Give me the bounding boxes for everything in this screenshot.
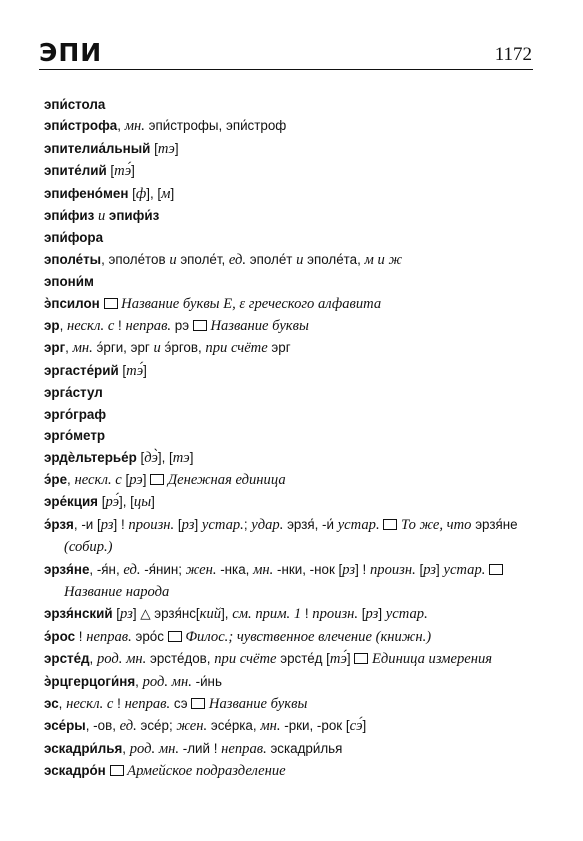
italic-note: м [161,185,171,202]
entry-headword: эргасте́рий [44,362,119,378]
dictionary-entry [44,160,540,182]
entry-text: , -и [ [73,516,101,532]
entry-text: ] [194,516,202,532]
entry-text: эполе́та, [303,251,365,267]
entry-headword: э́рзя [44,516,74,532]
entry-text: ], [ [119,494,134,510]
entry-text: -нки, -нок [ [273,561,343,577]
entry-text: ] △ эрзя́нс[ [132,606,200,622]
dictionary-entry [44,760,540,782]
entry-text: -я́нин; [140,561,186,577]
dictionary-entry [44,227,540,248]
italic-note: рэ́ [105,494,120,511]
dictionary-entry [44,115,540,137]
dictionary-entry [44,382,540,403]
dictionary-entry [44,738,540,760]
entry-text: [ [121,471,130,487]
entry-text: ] [189,449,194,465]
entry-headword: эрго́метр [44,428,106,444]
entry-text: ; [243,516,252,532]
entry-text: эполе́т, [176,251,229,267]
definition-box-icon [110,765,124,776]
dictionary-entry [44,249,540,271]
entry-headword: эпифено́мен [44,185,129,201]
italic-note: Филос.; чувственное влечение (книжн.) [181,628,432,645]
definition-box-icon [191,698,205,709]
italic-note: м и ж [364,251,403,268]
entry-headword: эрдѐльтерье́р [44,449,137,465]
dictionary-entry [44,183,540,205]
entry-headword: эрга́стул [44,385,103,401]
dictionary-entry [44,715,540,737]
header-rule [39,69,533,70]
italic-note: Армейское подразделение [123,763,286,780]
entry-text: [ [358,606,366,622]
italic-note: род. мн. [96,651,147,668]
dictionary-entry [44,626,540,648]
italic-note: тэ́ [329,651,347,668]
entry-headword: эпифи́з [108,208,160,224]
dictionary-entry [44,491,540,513]
entry-text: -рки, -рок [ [280,718,350,734]
entry-headword: эре́кция [44,494,99,510]
italic-note: и [94,208,109,225]
definition-box-icon [150,474,164,485]
entry-headword: эпи́физ [44,208,95,224]
italic-note: Денежная единица [164,471,286,488]
dictionary-entry [44,559,540,604]
italic-note: дэ̀ [144,449,158,466]
dictionary-entry [44,514,540,559]
italic-note: и [153,340,161,357]
italic-note: устар. [201,516,244,533]
dictionary-entry [44,425,540,446]
entry-headword: э́рос [44,628,76,644]
italic-note: неправ. [124,695,171,712]
entry-text: э́рги, эрг [92,340,154,356]
entry-text: [ [112,606,121,622]
dictionary-entry [44,315,540,337]
entry-text: эро́с [131,628,168,644]
italic-note: тэ [157,140,175,157]
entry-headword: э́ре [44,471,68,487]
dictionary-entry [44,94,540,115]
italic-note: Название буквы Е, ε греческого алфавита [117,295,382,312]
italic-note: нескл. с [66,695,114,712]
definition-box-icon [168,631,182,642]
italic-note: неправ. [86,628,132,645]
entry-text: ] [436,561,444,577]
dictionary-entry [44,138,540,160]
entry-text: [ [98,494,106,510]
italic-note: и [169,251,177,268]
entry-text: эрзя́не [471,516,518,532]
dictionary-entry [44,469,540,491]
entry-headword: э̀рцгерцоги́ня [44,673,136,689]
entry-text: [ [150,140,158,156]
entry-text: ! [301,606,313,622]
entry-text: -и́нь [191,673,222,689]
dictionary-entry [44,271,540,292]
italic-note: ед. [228,251,247,268]
italic-note: мн. [260,718,281,735]
italic-note: рз [100,516,114,533]
entry-text: э́ргов, [160,340,206,356]
entry-text: , [65,340,73,356]
entry-text: [ [106,163,115,179]
entry-text: ] [142,471,151,487]
entry-text: ] [362,718,367,734]
entry-headword: эполе́ты [44,251,102,267]
italic-note: устар. [443,561,486,578]
italic-note: рз [423,561,437,578]
italic-note: устар. [385,606,428,623]
entry-text: -лий ! [179,740,222,756]
definition-box-icon [489,564,503,575]
dictionary-entry [44,337,540,359]
entry-text: [ [118,362,127,378]
italic-note: при счёте [205,340,268,357]
dictionary-entry [44,205,540,227]
entry-headword: эпони́м [44,274,94,290]
entry-headword: эпи́стола [44,97,106,112]
dictionary-entry [44,648,540,670]
running-head-word: ЭПИ [39,38,103,67]
entry-text: ] [143,362,147,378]
italic-note: род. мн. [142,673,192,690]
dictionary-entry [44,447,540,469]
entry-text: , -я́н, [89,561,124,577]
italic-note: тэ́ [114,163,132,180]
definition-box-icon [354,653,368,664]
entry-text: эсе́рка, [207,718,261,734]
entry-text: ] [378,606,386,622]
italic-note: удар. [251,516,284,533]
italic-note: рз [342,561,356,578]
italic-note: неправ. [125,318,172,335]
entry-text: эрзя́, -и́ [283,516,338,532]
entry-headword: эскадри́лья [44,740,123,756]
entry-text: [ [136,449,145,465]
dictionary-entry [44,360,540,382]
entry-text: ], [ [146,185,162,201]
italic-note: мн. [253,561,274,578]
entry-headword: эпи́строфа [44,118,118,134]
entry-text: ] [174,140,179,156]
italic-note: произн. [369,561,416,578]
entry-headword: эсе́ры [44,718,86,734]
dictionary-entry [44,404,540,425]
italic-note: произн. [128,516,175,533]
italic-note: ед. [123,561,141,578]
entry-headword: эс [44,695,59,711]
entry-headword: эскадро́н [44,763,106,779]
italic-note: Единица измерения [368,651,493,668]
entry-headword: эрзя́не [44,561,90,577]
entry-text: эпи́строфы, эпи́строф [144,118,287,134]
definition-box-icon [193,320,207,331]
entry-text: ] ! [355,561,370,577]
entry-text: ! [75,628,87,644]
entry-text: , [67,471,75,487]
italic-note: То же, что [397,516,472,533]
entry-text: эрсте́д [ [276,651,330,667]
dictionary-entry [44,293,540,315]
dictionary-entry [44,671,540,693]
italic-note: нескл. с [67,318,115,335]
entry-headword: эпите́лий [44,163,107,179]
entry-text: эскадри́лья [266,740,343,756]
dictionary-entry [44,603,540,625]
italic-note: неправ. [221,740,267,757]
italic-note: Название буквы [206,318,309,335]
entry-text: эрг [267,340,291,356]
italic-note: и [296,251,304,268]
entry-text: , эполе́тов [101,251,170,267]
italic-note: см. прим. 1 [232,606,302,623]
entry-text: [ [415,561,424,577]
entry-text: [ [174,516,182,532]
italic-note: (собир.) [64,539,113,556]
entry-text: ], [ [157,449,173,465]
entry-headword: эрсте́д [44,651,90,667]
italic-note: жен. [185,561,217,578]
italic-note: мн. [124,118,145,135]
entry-text: , [59,318,68,334]
entry-text: эсе́р; [136,718,177,734]
italic-note: рз [365,606,379,623]
entry-text: эрсте́дов, [146,651,215,667]
italic-note: сэ́ [349,718,363,735]
definition-box-icon [383,519,397,530]
entry-text: эполе́т [246,251,297,267]
italic-note: тэ́ [126,362,144,379]
italic-note: Название народа [64,583,170,600]
italic-note: мн. [72,340,93,357]
entry-text: , [117,118,125,134]
entry-list [44,94,540,783]
italic-note: устар. [337,516,380,533]
italic-note: тэ [172,449,190,466]
entry-text: ] [170,185,175,201]
entry-text: , [122,740,130,756]
entry-text: ] [131,163,135,179]
italic-note: рэ [129,471,143,488]
entry-headword: эпи́фора [44,230,104,246]
entry-headword: эпителиа́льный [44,140,151,156]
page-number: 1172 [494,44,532,65]
entry-headword: эр [44,318,60,334]
italic-note: Название буквы [205,695,308,712]
entry-headword: э̀псилон [44,295,100,311]
italic-note: при счёте [214,651,277,668]
definition-box-icon [104,298,118,309]
italic-note: нескл. с [74,471,122,488]
entry-text: , [135,673,143,689]
entry-text: [ [128,185,136,201]
entry-text: -нка, [216,561,254,577]
entry-text: ] [346,651,355,667]
italic-note: ф [135,185,147,202]
italic-note: рз [181,516,195,533]
entry-text: сэ [170,695,192,711]
entry-text: ] ! [113,516,129,532]
entry-text: ! [114,318,126,334]
italic-note: рз [120,606,133,623]
dictionary-entry [44,693,540,715]
entry-text: , [89,651,97,667]
italic-note: жен. [176,718,208,735]
italic-note: произн. [312,606,359,623]
entry-text: ], [221,606,233,622]
entry-text: рэ [171,318,193,334]
entry-headword: эрг [44,340,66,356]
italic-note: кий [199,606,222,623]
entry-text: ] [151,494,155,510]
entry-headword: эрго́граф [44,406,107,422]
italic-note: род. мн. [129,740,180,757]
entry-text: ! [113,695,125,711]
entry-text: , [58,695,67,711]
entry-text: , -ов, [85,718,120,734]
italic-note: ед. [119,718,137,735]
italic-note: цы [133,494,152,511]
entry-headword: эрзя́нский [44,606,113,622]
